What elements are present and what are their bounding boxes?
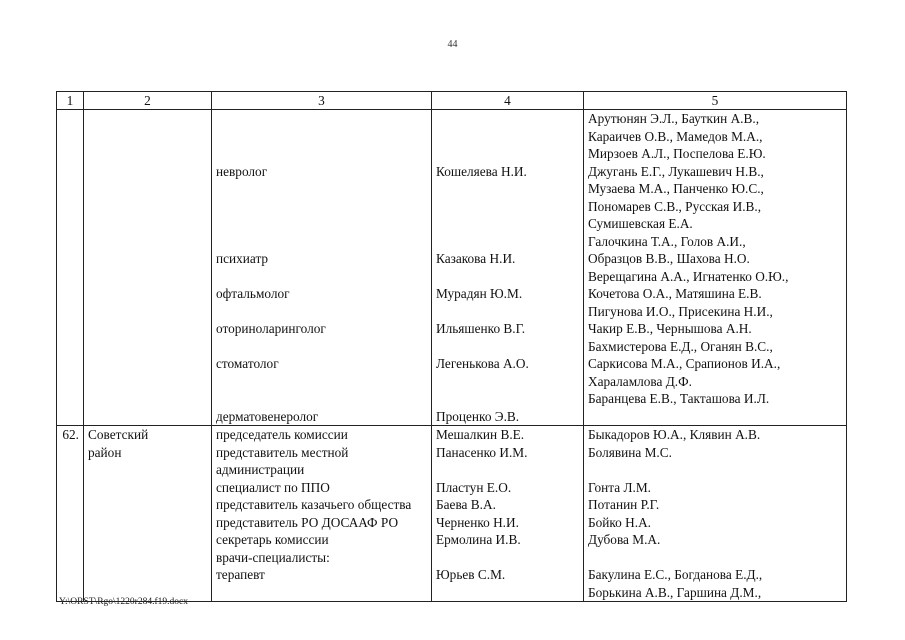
cell-line: представитель казачьего общества (216, 497, 412, 512)
cell-line: Мешалкин В.Е. (436, 427, 525, 442)
cell-line: специалист по ППО (216, 479, 330, 495)
cell-line: Баранцева Е.В., Такташова И.Л. (588, 391, 770, 406)
page-number: 44 (447, 39, 458, 50)
cell-line (436, 549, 579, 567)
cell-line: невролог (216, 163, 268, 179)
cell-line: Галочкина Т.А., Голов А.И., (588, 233, 746, 249)
cell-line: Советский (88, 427, 149, 442)
cell-line: секретарь комиссии (216, 532, 329, 547)
cell-line (216, 110, 427, 128)
cell-line: Черненко Н.И. (436, 514, 519, 530)
reserve-members-cell (584, 110, 847, 426)
cell-line: Бойко Н.А. (588, 514, 652, 530)
cell-line: Образцов В.В., Шахова Н.О. (588, 251, 750, 266)
cell-line (436, 338, 579, 356)
cell-line: психиатр (216, 251, 269, 266)
members-cell (432, 110, 584, 426)
commission-table (56, 91, 847, 602)
table-row-sovetsky (57, 426, 847, 602)
cell-line (436, 110, 579, 128)
cell-line (216, 215, 427, 233)
cell-line: Верещагина А.А., Игнатенко О.Ю., (588, 268, 789, 284)
cell-line: Болявина М.С. (588, 444, 672, 460)
cell-line (436, 215, 579, 233)
file-path-footer: Y:\ORST\Rgo\1220r284.f19.docx (59, 597, 188, 607)
cell-line: дерматовенеролог (216, 408, 319, 424)
cell-line: Мурадян Ю.М. (436, 286, 523, 301)
cell-line: оториноларинголог (216, 321, 326, 336)
header-cell-1: 1 (57, 92, 84, 110)
cell-line: Саркисова М.А., Срапионов И.А., (588, 356, 781, 371)
cell-line: Мирзоев А.Л., Поспелова Е.Ю. (588, 146, 766, 161)
cell-line: Бакулина Е.С., Богданова Е.Д., (588, 567, 763, 582)
cell-line: Караичев О.В., Мамедов М.А., (588, 128, 763, 144)
cell-line: врачи-специалисты: (216, 549, 330, 565)
cell-line: район (88, 444, 122, 460)
cell-line (216, 390, 427, 408)
cell-line (216, 145, 427, 163)
cell-line: Музаева М.А., Панченко Ю.С., (588, 181, 764, 196)
cell-line: Быкадоров Ю.А., Клявин А.В. (588, 427, 761, 442)
cell-line: Пластун Е.О. (436, 479, 512, 495)
cell-line: терапевт (216, 567, 265, 582)
cell-line: Проценко Э.В. (436, 408, 520, 424)
table-row-continued (57, 110, 847, 426)
cell-line (216, 373, 427, 391)
cell-line (436, 233, 579, 251)
district-cell (84, 426, 212, 602)
cell-line (216, 268, 427, 286)
header-cell-2: 2 (84, 92, 212, 110)
cell-line (436, 268, 579, 286)
cell-line (588, 461, 842, 479)
cell-line: Джугань Е.Г., Лукашевич Н.В., (588, 163, 764, 179)
cell-line: Хараламлова Д.Ф. (588, 373, 692, 389)
cell-line (216, 198, 427, 216)
cell-line (216, 128, 427, 146)
reserve-members-cell (584, 426, 847, 602)
cell-line: Пигунова И.О., Присекина Н.И., (588, 303, 773, 319)
cell-line: Борькина А.В., Гаршина Д.М., (588, 584, 762, 600)
cell-line (436, 373, 579, 391)
cell-line (436, 128, 579, 146)
cell-line: представитель РО ДОСААФ РО (216, 514, 399, 530)
cell-line (216, 180, 427, 198)
roles-cell (212, 426, 432, 602)
cell-line: офтальмолог (216, 286, 290, 301)
cell-line: Баева В.А. (436, 497, 496, 512)
cell-line: Потанин Р.Г. (588, 497, 660, 512)
cell-line (588, 549, 842, 567)
cell-line (436, 180, 579, 198)
cell-line: стоматолог (216, 356, 279, 371)
header-row (57, 92, 847, 110)
cell-line: Легенькова А.О. (436, 356, 529, 371)
cell-line: Панасенко И.М. (436, 444, 528, 460)
district-cell (84, 110, 212, 426)
cell-line: Сумишевская Е.А. (588, 216, 693, 231)
cell-line (436, 198, 579, 216)
cell-line: Ильяшенко В.Г. (436, 321, 526, 336)
cell-line: представитель местной (216, 444, 349, 460)
cell-line: Кошеляева Н.И. (436, 163, 527, 179)
cell-line: Гонта Л.М. (588, 479, 651, 495)
cell-line (436, 303, 579, 321)
cell-line: Чакир Е.В., Чернышова А.Н. (588, 321, 752, 336)
cell-line: Бахмистерова Е.Д., Оганян В.С., (588, 338, 773, 354)
cell-line (216, 303, 427, 321)
cell-line: Юрьев С.М. (436, 567, 506, 582)
cell-line: председатель комиссии (216, 427, 348, 442)
header-cell-4: 4 (432, 92, 584, 110)
members-cell (432, 426, 584, 602)
cell-line (436, 461, 579, 479)
cell-line (216, 233, 427, 251)
header-cell-5: 5 (584, 92, 847, 110)
header-cell-3: 3 (212, 92, 432, 110)
cell-line (436, 145, 579, 163)
cell-line: Пономарев С.В., Русская И.В., (588, 198, 762, 214)
cell-line (216, 338, 427, 356)
roles-cell (212, 110, 432, 426)
row-number-cell: 62. (57, 426, 84, 602)
row-number-cell (57, 110, 84, 426)
cell-line: Казакова Н.И. (436, 251, 516, 266)
cell-line: Ермолина И.В. (436, 532, 521, 547)
cell-line: Арутюнян Э.Л., Бауткин А.В., (588, 111, 760, 126)
cell-line: администрации (216, 462, 305, 477)
cell-line: Кочетова О.А., Матяшина Е.В. (588, 286, 762, 301)
cell-line (436, 390, 579, 408)
cell-line: Дубова М.А. (588, 532, 661, 547)
